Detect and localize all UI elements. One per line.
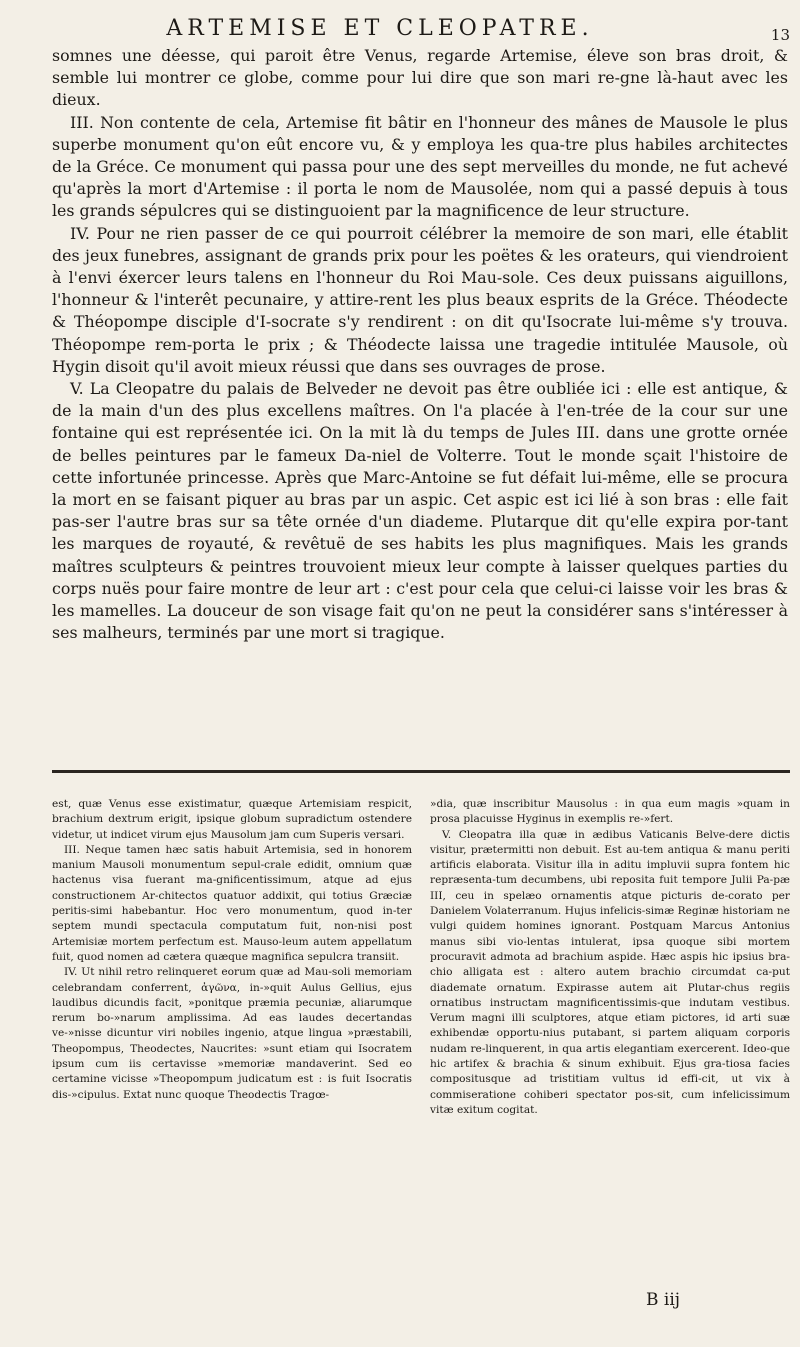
signature-mark: B iij [646,1290,681,1310]
note-paragraph: V. Cleopatra illa quæ in ædibus Vaticanis Belve-dere dictis visitur, prætermitti non debuit. Est au-tem antiqua & manu periti artificis elaborata. Visitur illa in aditu impluvii supra fontem hic repræsenta-tum decumbens, ubi reposita fuit tempore Julii Pa-pæ III, ceu in spelæo ornamentis atque picturis de-corato per Danielem Volaterranum. Hujus infelicis-simæ Reginæ historiam ne vulgi quidem homines ignorant. Postquam Marcus Antonius manus sibi vio-lentas intulerat, ipsa quoque sibi mortem procuravit admota ad brachium aspide. Hæc aspis hic ipsius bra-chio alligata est : altero autem brachio circumdat ca-put diademate ornatum. Expirasse autem ait Plutar-chus regiis ornatibus instructam magnificentissimis-que indutam vestibus. Verum magni illi sculptores, atque etiam pictores, id arti suæ exhibendæ opportu-nius putabant, si partem aliquam corporis nudam re-linquerent, in qua artis elegantiam exercerent. Ideo-que hic artifex & brachia & sinum exhibuit. Ejus gra-tiosa facies compositusque ad tristitiam vultus id effi-cit, ut vix à commiseratione cohiberi spectator pos-sit, cum infelicissimum vitæ exitum cogitat. [430,828,790,1116]
notes-divider-rule [52,770,790,773]
notes-left-column [52,797,412,1118]
note-paragraph: »dia, quæ inscribitur Mausolus : in qua eum magis »quam in prosa placuisse Hyginus in exemplis re-»fert. [430,798,790,826]
note-paragraph: est, quæ Venus esse existimatur, quæque Artemisiam respicit, brachium dextrum erigit, ipsique globum supradictum ostendere videtur, ut indicet virum ejus Mausolum jam cum Superis versari. [52,798,412,841]
latin-notes [52,797,790,1118]
running-head [60,14,790,48]
main-text [52,45,788,644]
notes-right-column [430,797,790,1118]
paragraph-continuation: somnes une déesse, qui paroit être Venus, regarde Artemise, éleve son bras droit, & semble lui montrer ce globe, comme pour lui dire que son mari re-gne là-haut avec les dieux. [52,46,788,110]
page-number: 13 [770,26,790,44]
note-paragraph: III. Neque tamen hæc satis habuit Artemisia, sed in honorem manium Mausoli monumentum sepul-crale edidit, omnium quæ hactenus visa fuerant ma-gnificentissimum, atque ad ejus constructionem Ar-chitectos quatuor addixit, qui totius Græciæ peritis-simi habebantur. Hoc vero monumentum, quod in-ter septem mundi spectacula computatum fuit, non-nisi post Artemisiæ mortem perfectum est. Mauso-leum autem appellatum fuit, quod nomen ad cætera quæque magnifica sepulcra transiit. [52,843,412,963]
running-title: ARTEMISE ET CLEOPATRE. [166,16,594,41]
paragraph-iv: IV. Pour ne rien passer de ce qui pourroit célébrer la memoire de son mari, elle établit des jeux funebres, assignant de grands prix pour les poëtes & les orateurs, qui viendroient à l'envi éxercer leurs talens en l'honneur du Roi Mau-sole. Ces deux puissans aiguillons, l'honneur & l'interêt pecunaire, y attire-rent les plus beaux esprits de la Gréce. Théodecte & Théopompe disciple d'I-socrate s'y rendirent : on dit qu'Isocrate lui-même s'y trouva. Théopompe rem-porta le prix ; & Théodecte laissa une tragedie intitulée Mausole, où Hygin disoit qu'il avoit mieux réussi que dans ses ouvrages de prose. [52,223,788,376]
note-paragraph: IV. Ut nihil retro relinqueret eorum quæ ad Mau-soli memoriam celebrandam conferrent, ἀγῶνα, in-»quit Aulus Gellius, ejus laudibus dicundis facit, »ponitque præmia pecuniæ, aliarumque rerum bo-»narum amplissima. Ad eas laudes decertandas ve-»nisse dicuntur viri nobiles ingenio, atque lingua »præstabili, Theopompus, Theodectes, Naucrites: »sunt etiam qui Isocratem ipsum cum iis certavisse »memoriæ mandaverint. Sed eo certamine vicisse »Theopompum judicatum est : is fuit Isocratis dis-»cipulus. Extat nunc quoque Theodectis Tragœ- [52,966,412,1101]
paragraph-v: V. La Cleopatre du palais de Belveder ne devoit pas être oubliée ici : elle est antique, & de la main d'un des plus excellens maîtres. On l'a placée à l'en-trée de la cour sur une fontaine qui est représentée ici. On la mit là du temps de Jules III. dans une grotte ornée de belles peintures par le fameux Da-niel de Volterre. Tout le monde sçait l'histoire de cette infortunée princesse. Après que Marc-Antoine se fut défait lui-même, elle se procura la mort en se faisant piquer au bras par un aspic. Cet aspic est ici lié à son bras : elle fait pas-ser l'autre bras sur sa tête ornée d'un diademe. Plutarque dit qu'elle expira por-tant les marques de royauté, & revêtuë de ses habits les plus magnifiques. Mais les grands maîtres sculpteurs & peintres trouvoient mieux leur compte à laisser quelques parties du corps nuës pour faire montre de leur art : c'est pour cela que celui-ci laisse voir les bras & les mamelles. La douceur de son visage fait qu'on ne peut la considérer sans s'intéresser à ses malheurs, terminés par une mort si tragique. [52,379,788,643]
paragraph-iii: III. Non contente de cela, Artemise fit bâtir en l'honneur des mânes de Mausole le plus superbe monument qu'on eût encore vu, & y employa les qua-tre plus habiles architectes de la Gréce. Ce monument qui passa pour une des sept merveilles du monde, ne fut achevé qu'après la mort d'Artemise : il porta le nom de Mausolée, nom qui a passé depuis à tous les grands sépulcres qui se distinguoient par la magnificence de leur structure. [52,112,788,221]
